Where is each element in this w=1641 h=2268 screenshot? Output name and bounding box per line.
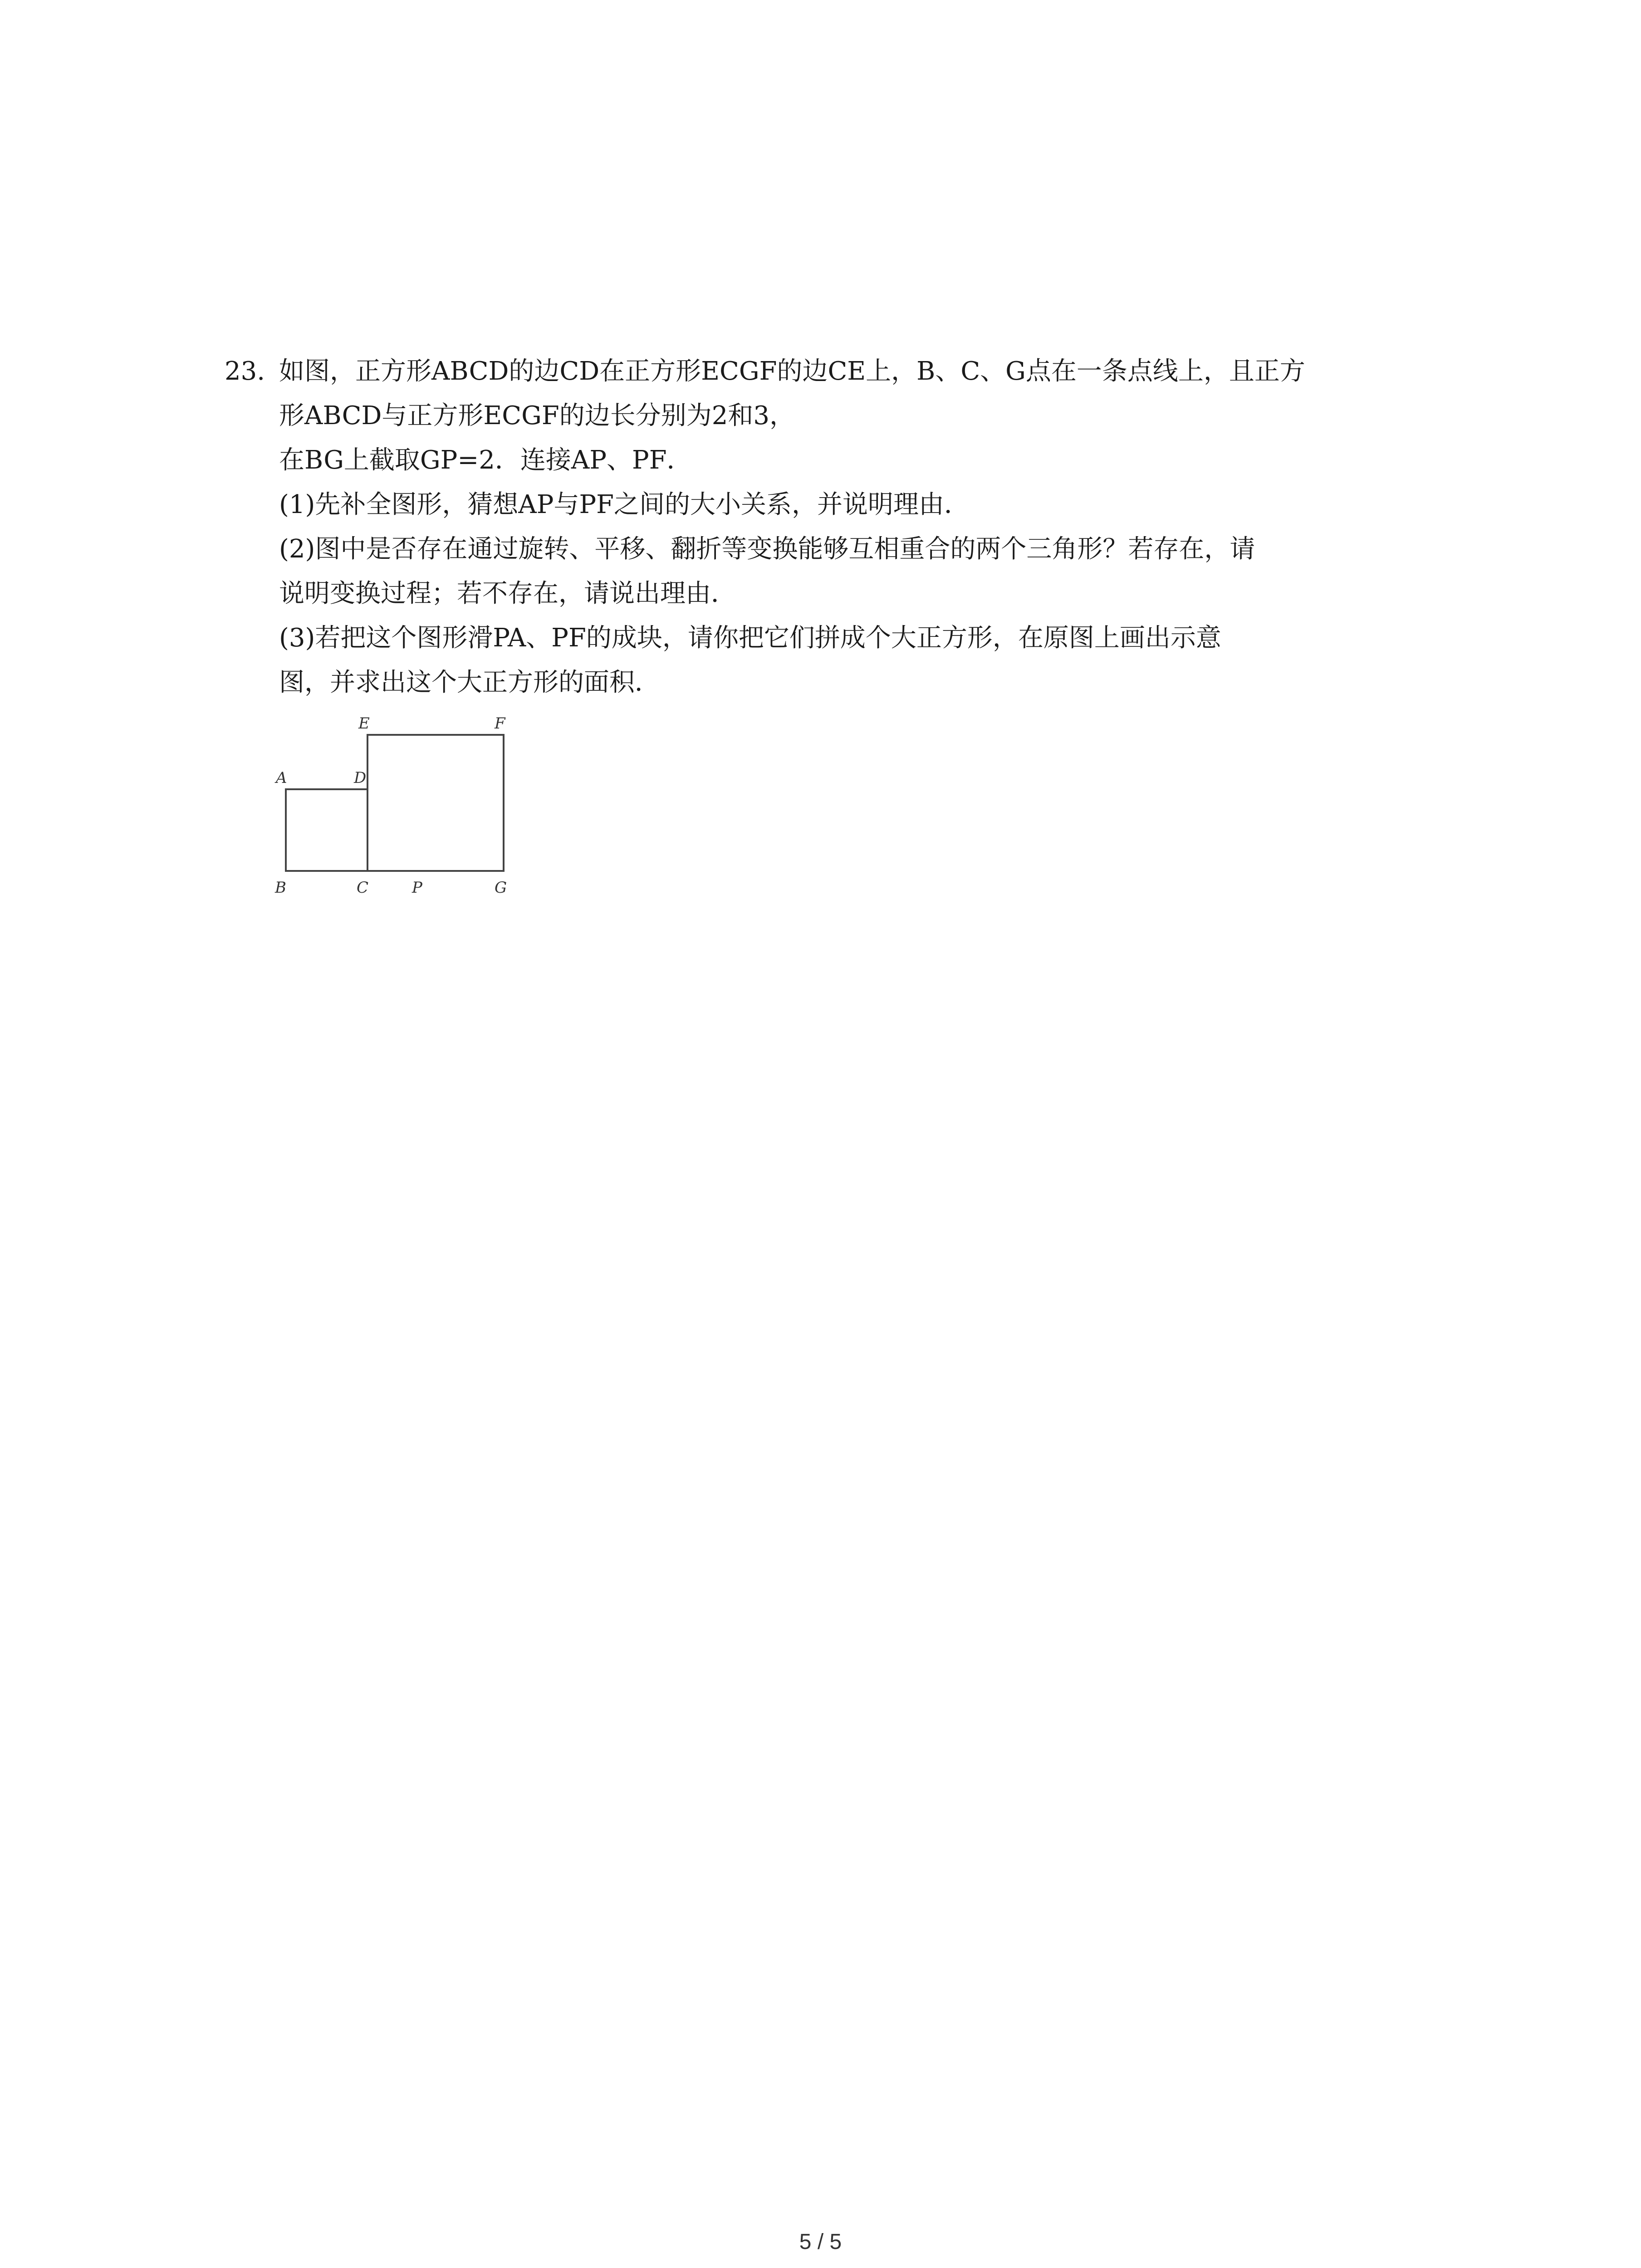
sub-question-3-continued: 图，并求出这个大正方形的面积． (279, 668, 660, 697)
label-P: P (412, 879, 422, 897)
sub-question-2-continued: 说明变换过程；若不存在，请说出理由． (279, 579, 736, 608)
question-line-1 (225, 349, 1450, 394)
label-C: C (357, 879, 369, 897)
question-text-line: 如图，正方形ABCD的边CD在正方形ECGF的边CE上，B、C、G点在一条点线上，且正方 (279, 357, 1305, 386)
square-ecgf (367, 735, 504, 871)
question-line-3: 在BG上截取GP=2．连接AP、PF． (279, 445, 692, 475)
sub-question-2: (2)图中是否存在通过旋转、平移、翻折等变换能够互相重合的两个三角形？若存在，请 (279, 534, 1255, 564)
geometry-figure (272, 712, 526, 903)
sub-question-1: (1)先补全图形，猜想AP与PF之间的大小关系，并说明理由． (279, 490, 970, 519)
question-number: 23. (225, 357, 265, 386)
label-A: A (276, 769, 287, 787)
square-abcd (286, 789, 367, 871)
page-number: 5 / 5 (799, 2230, 842, 2254)
geometry-figure-svg (272, 712, 526, 903)
sub-question-3: (3)若把这个图形滑PA、PF的成块，请你把它们拼成个大正方形，在原图上画出示意 (279, 623, 1221, 653)
question-23 (225, 349, 1450, 705)
label-G: G (495, 879, 507, 897)
question-line-2: 形ABCD与正方形ECGF的边长分别为2和3， (279, 401, 795, 430)
label-B: B (275, 879, 286, 897)
label-D: D (354, 769, 367, 787)
label-F: F (495, 714, 505, 733)
label-E: E (358, 714, 370, 733)
